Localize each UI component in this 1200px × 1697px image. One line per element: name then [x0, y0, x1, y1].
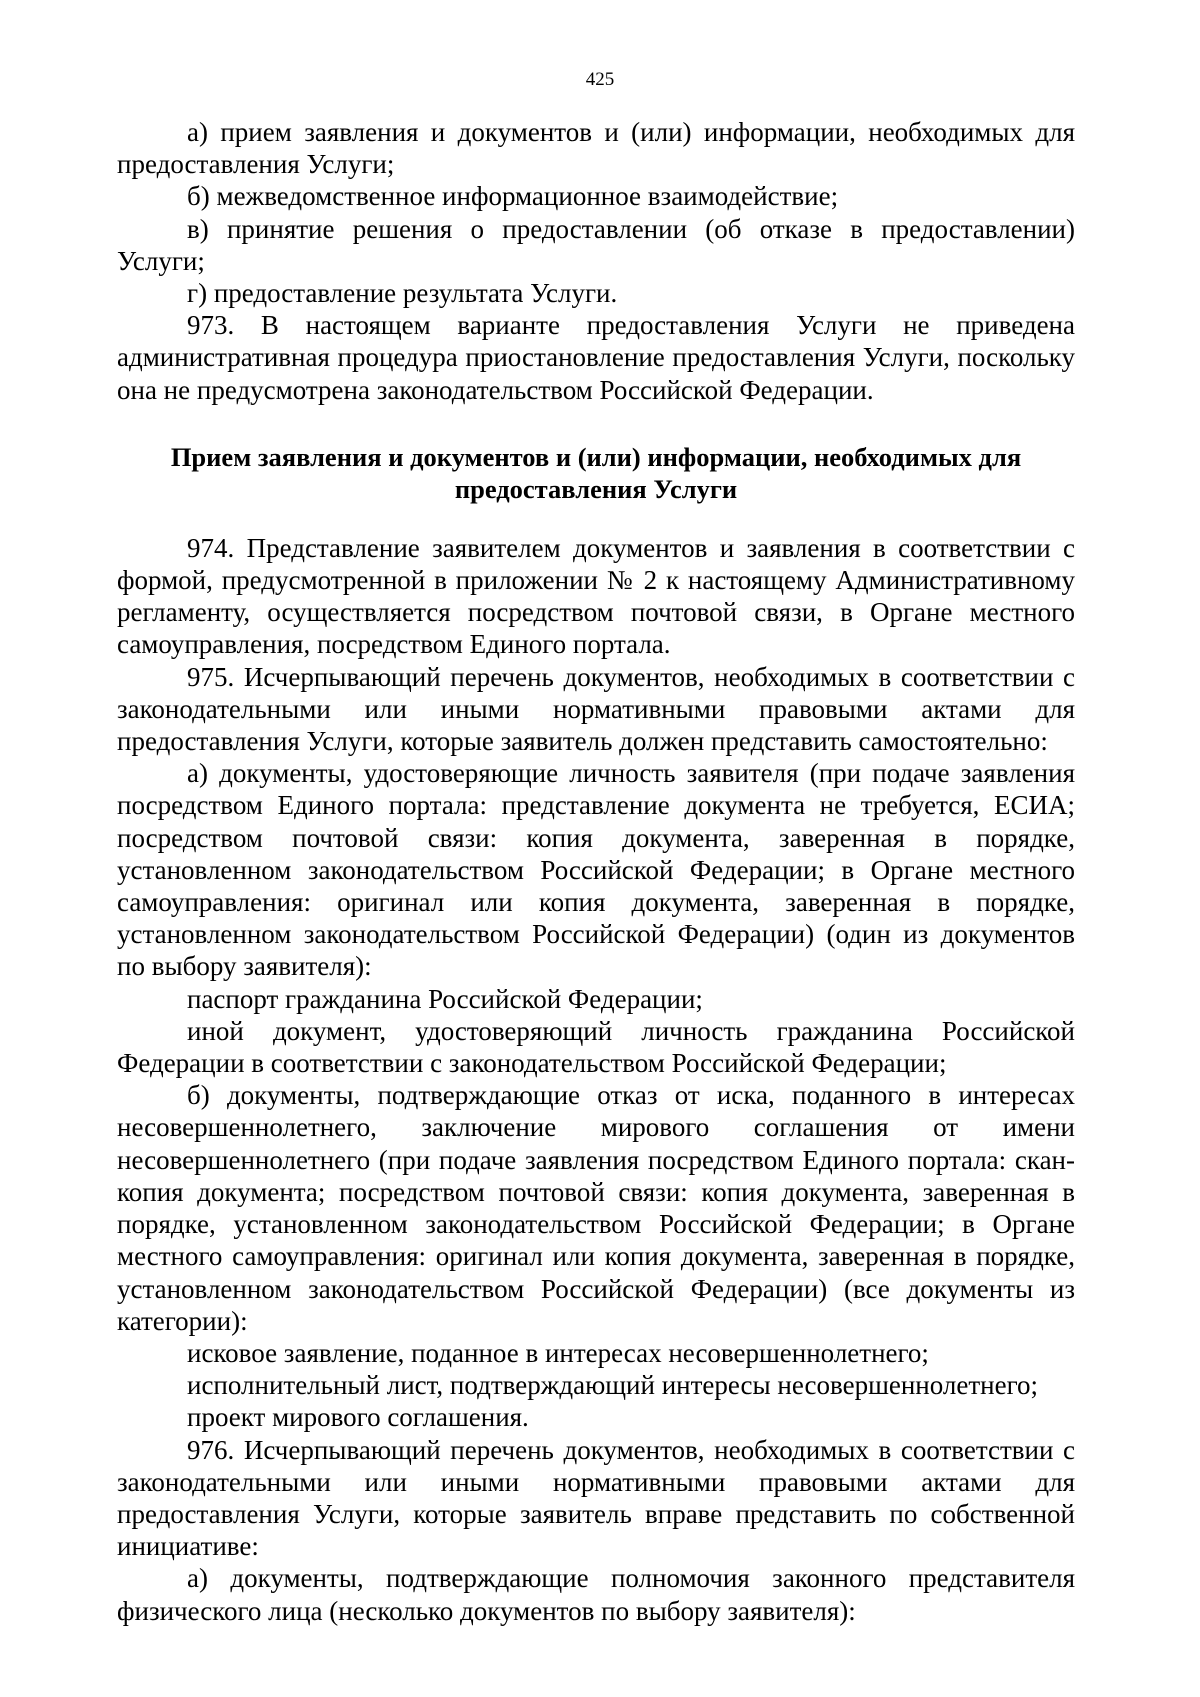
- paragraph-976-a: а) документы, подтверждающие полномочия законного представителя физического лица (несколько документов по выбору заявителя):: [117, 1563, 1075, 1626]
- list-item-other-id: иной документ, удостоверяющий личность гражданина Российской Федерации в соответствии с законодательством Российской Федерации;: [117, 1015, 1075, 1079]
- list-item-b-interagency: б) межведомственное информационное взаимодействие;: [187, 181, 839, 212]
- section-heading-line1: Прием заявления и документов и (или) информации, необходимых для: [170, 441, 1022, 472]
- paragraph-976: 976. Исчерпывающий перечень документов, необходимых в соответствии с законодательными или иными нормативными правовыми актами для предоставления Услуги, которые заявитель вправе представить по собственной инициативе:: [117, 1434, 1075, 1562]
- list-item-writ: исполнительный лист, подтверждающий интересы несовершеннолетнего;: [187, 1370, 1038, 1401]
- paragraph-973: 973. В настоящем варианте предоставления Услуги не приведена административная процедура приостановление предоставления Услуги, поскольку она не предусмотрена законодательством Российской Федерации.: [117, 310, 1075, 405]
- list-item-claim: исковое заявление, поданное в интересах несовершеннолетнего;: [187, 1337, 929, 1368]
- paragraph-975-b: б) документы, подтверждающие отказ от иска, поданного в интересах несовершеннолетнего, заключение мирового соглашения от имени несовершеннолетнего (при подаче заявления посредством Единого портала: скан-копия документа; посредством почтовой связи: копия документа, заверенная в порядке, установленном законодательством Российской Федерации; в Органе местного самоуправления: оригинал или копия документа, заверенная в порядке, установленном законодательством Российской Федерации) (все документы из категории):: [117, 1080, 1075, 1336]
- section-heading: [117, 441, 1075, 505]
- paragraph-975: 975. Исчерпывающий перечень документов, необходимых в соответствии с законодательными или иными нормативными правовыми актами для предоставления Услуги, которые заявитель должен представить самостоятельно:: [117, 661, 1075, 757]
- list-item-c-decision: в) принятие решения о предоставлении (об отказе в предоставлении) Услуги;: [117, 213, 1075, 276]
- list-item-d-result: г) предоставление результата Услуги.: [187, 278, 618, 309]
- paragraph-974: 974. Представление заявителем документов и заявления в соответствии с формой, предусмотренной в приложении № 2 к настоящему Административному регламенту, осуществляется посредством почтовой связи, в Органе местного самоуправления, посредством Единого портала.: [117, 532, 1075, 660]
- page-number: 425: [585, 69, 615, 90]
- list-item-a-receipt: а) прием заявления и документов и (или) информации, необходимых для предоставления Услуги;: [117, 117, 1075, 180]
- section-heading-line2: предоставления Услуги: [454, 473, 738, 504]
- document-body: [117, 116, 1075, 1627]
- list-item-passport: паспорт гражданина Российской Федерации;: [187, 983, 703, 1014]
- paragraph-975-a: а) документы, удостоверяющие личность заявителя (при подаче заявления посредством Единого портала: представление документа не требуется, ЕСИА; посредством почтовой связи: копия документа, заверенная в порядке, установленном законодательством Российской Федерации; в Органе местного самоуправления: оригинал или копия документа, заверенная в порядке, установленном законодательством Российской Федерации) (один из документов по выбору заявителя):: [117, 758, 1075, 982]
- list-item-settlement: проект мирового соглашения.: [187, 1402, 529, 1433]
